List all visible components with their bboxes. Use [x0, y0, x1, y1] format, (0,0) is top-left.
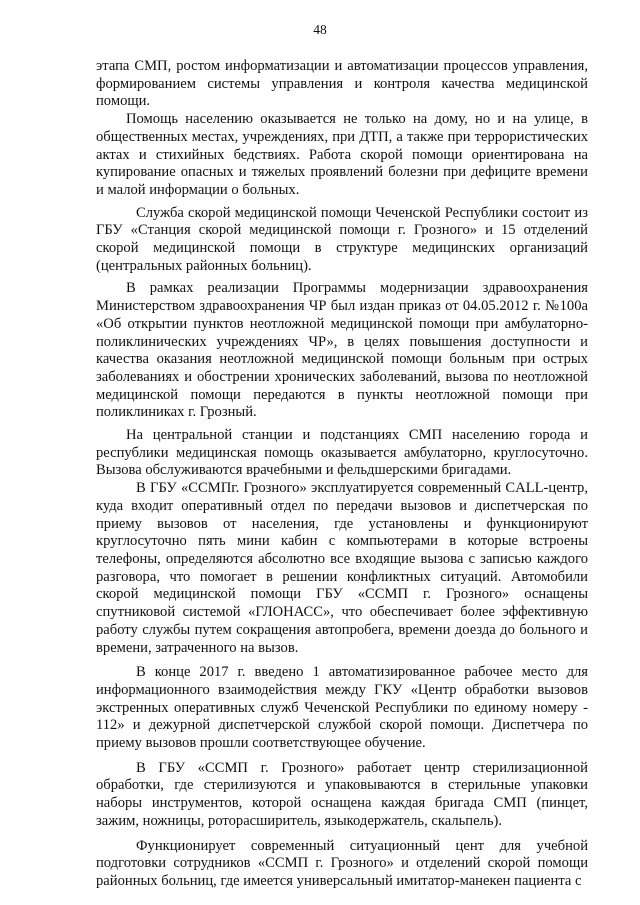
paragraph-central-station: На центральной станции и подстанциях СМП населению города и республики медицинская помощь оказывается амбулаторно, круглосуточно. Вызова обслуживаются врачебными и фельдшерскими бригадами.	[96, 427, 588, 479]
document-body	[96, 58, 588, 891]
page-number: 48	[313, 22, 327, 37]
paragraph-sterilization-center: В ГБУ «ССМП г. Грозного» работает центр стерилизационной обработки, где стерилизуются и упаковываются в стерильные упаковки наборы инструментов, которой оснащена каждая бригада СМП (пинцет, зажим, ножницы, роторасширитель, языкодержатель, скальпель).	[96, 759, 588, 829]
paragraph-public-assistance: Помощь населению оказывается не только на дому, но и на улице, в общественных местах, учреждениях, при ДТП, а также при террористических актах и стихийных бедствиях. Работа скорой помощи ориентирована на купирование опасных и тяжелых проявлений болезни при дефиците времени и малой информации о больных.	[96, 111, 588, 198]
paragraph-workstation-112: В конце 2017 г. введено 1 автоматизированное рабочее место для информационного взаимодействия между ГКУ «Центр обработки вызовов экстренных оперативных служб Чеченской Республики по единому номеру - 112» и дежурной диспетчерской службой скорой помощи. Диспетчера по приему вызовов прошли соответствующее обучение.	[96, 664, 588, 752]
paragraph-modernization-program: В рамках реализации Программы модернизации здравоохранения Министерством здравоохранения ЧР был издан приказ от 04.05.2012 г. №100а «Об открытии пунктов неотложной медицинской помощи при амбулаторно-поликлинических учреждениях ЧР», в целях повышения доступности и качества оказания неотложной медицинской помощи больным при острых заболеваниях и обострении хронических заболеваний, вызова по неотложной медицинской помощи передаются в пункты неотложной помощи при поликлиниках г. Грозный.	[96, 280, 588, 421]
paragraph-call-center: В ГБУ «ССМПг. Грозного» эксплуатируется современный CALL-центр, куда входит оперативный отдел по передачи вызовов и диспетчерская по приему вызовов от населения, где установлены и функционируют круглосуточно пять мини кабин с компьютерами в которые встроены телефоны, определяются абсолютно все входящие вызова с записью каждого разговора, что помогает в решении конфликтных ситуаций. Автомобили скорой медицинской помощи ГБУ «ССМП г. Грозного» оснащены спутниковой системой «ГЛОНАСС», что обеспечивает более эффективную работу службы путем сокращения автопробега, времени доезда до больного и времени, затраченного на вызов.	[96, 480, 588, 656]
paragraph-situation-center: Функционирует современный ситуационный цент для учебной подготовки сотрудников «ССМП г. Грозного» и отделений скорой помощи районных больниц, где имеется универсальный имитатор-манекен пациента с	[96, 837, 588, 889]
paragraph-continuation: этапа СМП, ростом информатизации и автоматизации процессов управления, формированием системы управления и контроля качества медицинской помощи.	[96, 58, 588, 110]
paragraph-service-structure: Служба скорой медицинской помощи Чеченской Республики состоит из ГБУ «Станция скорой медицинской помощи г. Грозного» и 15 отделений скорой медицинской помощи в структуре медицинских организаций (центральных районных больниц).	[96, 204, 588, 274]
